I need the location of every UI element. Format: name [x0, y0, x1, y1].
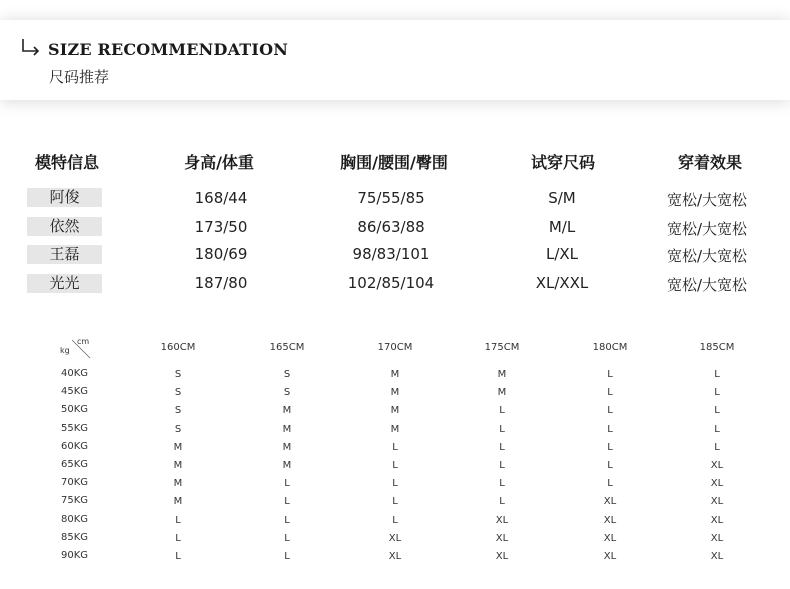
title-english: SIZE RECOMMENDATION	[48, 40, 289, 59]
grid-row-header: 70KG	[61, 477, 89, 489]
grid-size-cell: L	[284, 532, 290, 544]
grid-size-cell: M	[390, 405, 400, 417]
grid-row-header: 75KG	[61, 495, 89, 507]
grid-size-cell: M	[390, 369, 400, 380]
grid-column-header: 180CM	[592, 342, 628, 353]
grid-size-cell: XL	[603, 551, 617, 562]
model-effect: 宽松/大宽松	[666, 191, 748, 209]
header-banner	[0, 20, 790, 100]
grid-size-cell: L	[392, 460, 398, 471]
grid-size-cell: XL	[603, 532, 617, 544]
grid-size-cell: L	[499, 405, 505, 417]
grid-size-cell: L	[284, 551, 290, 562]
grid-size-cell: XL	[495, 514, 509, 526]
title-chinese: 尺码推荐	[49, 68, 110, 86]
grid-size-cell: XL	[495, 532, 509, 544]
grid-size-cell: XL	[710, 478, 724, 490]
corner-cm-label: cm	[77, 337, 90, 346]
grid-size-cell: L	[499, 460, 505, 471]
model-height-weight: 180/69	[194, 245, 248, 263]
grid-size-cell: S	[174, 387, 182, 399]
grid-size-cell: L	[607, 423, 613, 435]
grid-column-header: 170CM	[377, 342, 413, 353]
model-height-weight: 187/80	[194, 274, 248, 292]
grid-size-cell: L	[284, 478, 290, 490]
grid-size-cell: M	[173, 496, 183, 508]
grid-size-cell: L	[714, 405, 720, 417]
grid-size-cell: L	[607, 405, 613, 417]
grid-row-header: 45KG	[61, 386, 89, 398]
grid-size-cell: L	[392, 441, 398, 453]
model-measurements: 98/83/101	[352, 245, 430, 263]
grid-column-header: 185CM	[699, 342, 735, 353]
model-effect: 宽松/大宽松	[666, 220, 748, 238]
model-name: 依然	[27, 217, 102, 236]
grid-size-cell: L	[392, 514, 398, 526]
grid-size-cell: XL	[710, 551, 724, 562]
grid-size-cell: M	[173, 460, 183, 471]
model-size: S/M	[548, 189, 576, 207]
model-height-weight: 173/50	[194, 218, 248, 236]
grid-size-cell: M	[173, 441, 183, 453]
grid-size-cell: L	[499, 496, 505, 508]
grid-row-header: 50KG	[61, 404, 89, 416]
grid-size-cell: L	[284, 514, 290, 526]
grid-row-header: 40KG	[61, 368, 89, 379]
grid-size-cell: L	[607, 441, 613, 453]
grid-size-cell: L	[607, 387, 613, 399]
model-name: 王磊	[27, 245, 102, 264]
grid-size-cell: S	[283, 369, 291, 380]
model-effect: 宽松/大宽松	[666, 247, 748, 265]
grid-size-cell: M	[282, 441, 292, 453]
header-measurements: 胸围/腰围/臀围	[340, 153, 448, 172]
grid-size-cell: L	[714, 441, 720, 453]
grid-size-cell: L	[607, 369, 613, 380]
arrow-turn-right-icon	[20, 37, 42, 59]
grid-size-cell: S	[174, 369, 182, 380]
grid-size-cell: M	[173, 478, 183, 490]
model-size: L/XL	[545, 245, 579, 263]
grid-size-cell: L	[175, 551, 181, 562]
header-effect: 穿着效果	[677, 153, 743, 172]
grid-size-cell: L	[175, 532, 181, 544]
grid-size-cell: M	[497, 387, 507, 399]
grid-size-cell: L	[499, 478, 505, 490]
grid-size-cell: XL	[603, 496, 617, 508]
grid-size-cell: XL	[710, 460, 724, 471]
grid-column-header: 175CM	[484, 342, 520, 353]
grid-size-cell: L	[714, 423, 720, 435]
grid-size-cell: XL	[495, 551, 509, 562]
grid-row-header: 85KG	[61, 531, 89, 543]
grid-row-header: 55KG	[61, 422, 89, 434]
grid-size-cell: L	[392, 496, 398, 508]
grid-size-cell: XL	[710, 514, 724, 526]
grid-size-cell: M	[390, 387, 400, 399]
model-height-weight: 168/44	[194, 189, 248, 207]
grid-size-cell: S	[283, 387, 291, 399]
grid-size-cell: L	[499, 423, 505, 435]
grid-column-header: 160CM	[160, 342, 196, 353]
grid-size-cell: S	[174, 423, 182, 435]
grid-size-cell: L	[607, 478, 613, 490]
grid-size-cell: L	[607, 460, 613, 471]
grid-size-cell: XL	[388, 532, 402, 544]
grid-row-header: 80KG	[61, 513, 89, 525]
grid-size-cell: M	[282, 423, 292, 435]
model-measurements: 102/85/104	[347, 274, 435, 292]
grid-size-cell: XL	[603, 514, 617, 526]
model-size: M/L	[548, 218, 576, 236]
header-height-weight: 身高/体重	[184, 153, 254, 172]
grid-row-header: 65KG	[61, 459, 89, 470]
model-measurements: 75/55/85	[357, 189, 425, 207]
grid-size-cell: L	[499, 441, 505, 453]
model-effect: 宽松/大宽松	[666, 276, 748, 294]
grid-column-header: 165CM	[269, 342, 305, 353]
grid-size-cell: XL	[710, 532, 724, 544]
grid-size-cell: L	[392, 478, 398, 490]
grid-row-header: 90KG	[61, 550, 89, 561]
model-size: XL/XXL	[535, 274, 589, 292]
grid-corner	[60, 338, 94, 360]
model-measurements: 86/63/88	[357, 218, 425, 236]
grid-size-cell: M	[497, 369, 507, 380]
header-model-info: 模特信息	[34, 153, 100, 172]
corner-kg-label: kg	[60, 346, 70, 355]
grid-size-cell: L	[284, 496, 290, 508]
grid-size-cell: XL	[710, 496, 724, 508]
grid-size-cell: M	[390, 423, 400, 435]
grid-size-cell: M	[282, 460, 292, 471]
grid-size-cell: L	[714, 369, 720, 380]
grid-size-cell: S	[174, 405, 182, 417]
grid-size-cell: L	[714, 387, 720, 399]
grid-size-cell: M	[282, 405, 292, 417]
grid-row-header: 60KG	[61, 440, 89, 452]
grid-size-cell: L	[175, 514, 181, 526]
model-name: 阿俊	[27, 188, 102, 207]
header-try-size: 试穿尺码	[530, 153, 596, 172]
model-name: 光光	[27, 274, 102, 293]
grid-size-cell: XL	[388, 551, 402, 562]
